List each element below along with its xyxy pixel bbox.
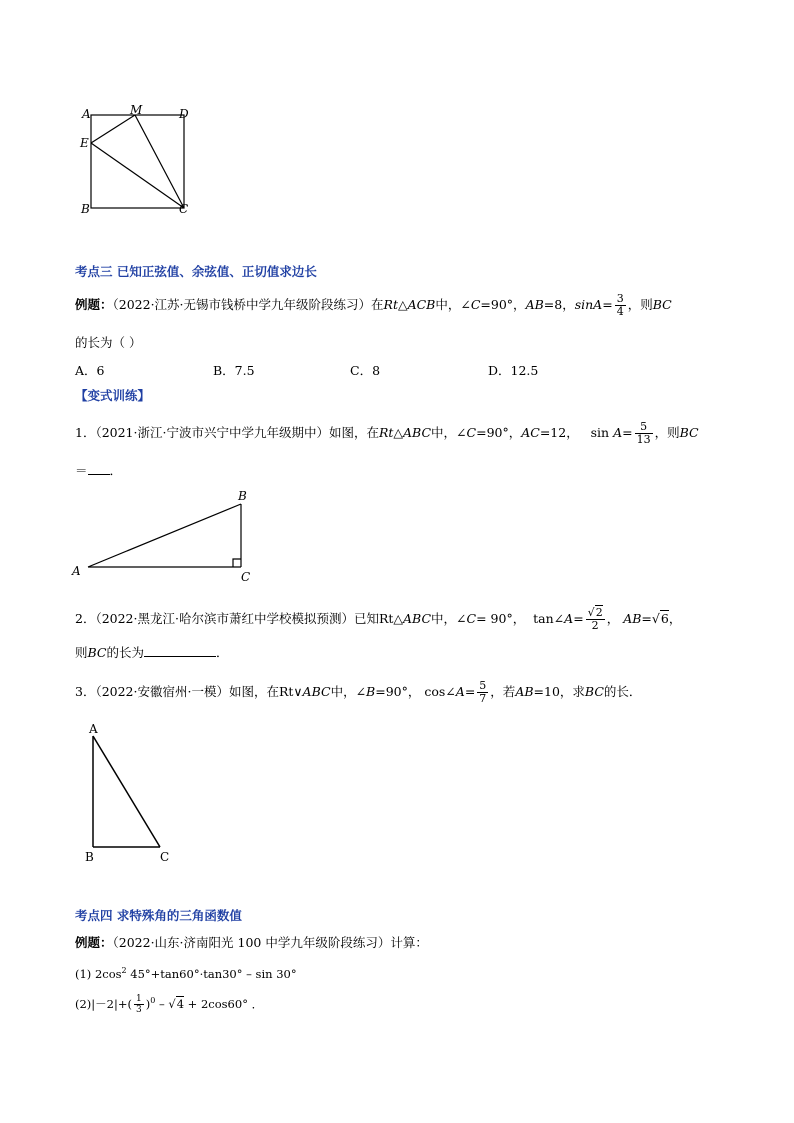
label-C: C	[241, 570, 251, 584]
q1-line2: ＝ ．	[75, 463, 123, 478]
triangle-figure-2	[80, 718, 180, 868]
label-B: B	[238, 489, 247, 503]
label-C: C	[160, 850, 170, 864]
label-E: E	[80, 136, 89, 150]
label-C: C	[179, 202, 189, 216]
label-B: B	[81, 202, 90, 216]
fraction-5-13: $\frac{5}{13}$	[636, 420, 651, 446]
option-d: D．12.5	[488, 363, 539, 378]
variant-title: 【变式训练】	[75, 388, 151, 403]
example-label: 例题：	[75, 297, 113, 312]
label-A: A	[82, 107, 91, 121]
label-A: A	[89, 722, 98, 736]
example4-part1: (1) $2\cos^2$ 45°+tan60°·tan30° – sin 30°	[75, 966, 297, 981]
fraction-5-7: $\frac{5}{7}$	[479, 679, 487, 705]
example3-line2: 的长为（ ）	[75, 335, 142, 350]
answer-blank	[144, 656, 216, 657]
label-A: A	[72, 564, 81, 578]
label-M: M	[130, 104, 143, 117]
example4-line1: 例题：（2022·山东·济南阳光 100 中学九年级阶段练习）计算：	[75, 935, 428, 950]
answer-blank	[88, 474, 110, 475]
section3-title: 考点三 已知正弦值、余弦值、正切值求边长	[75, 264, 317, 279]
label-B: B	[85, 850, 94, 864]
option-a: A．6	[75, 363, 105, 378]
triangle-figure-1	[68, 487, 268, 585]
q2-line1: 2．（2022·黑龙江·哈尔滨市萧红中学校模拟预测）已知Rt△ABC中，∠C= 90°， tan∠A= $\frac{√2}{2}$ ， AB=√6，	[75, 606, 682, 632]
fraction-sqrt2-2: $\frac{√2}{2}$	[587, 606, 603, 632]
fraction-3-4: $\frac{3}{4}$	[616, 292, 624, 318]
example3-line1: 例题：（2022·江苏·无锡市钱桥中学九年级阶段练习）在Rt△ACB中，∠C=90°，AB=8，sinA= $\frac{3}{4}$ ，则BC	[75, 292, 672, 318]
q1-line1: 1．（2021·浙江·宁波市兴宁中学九年级期中）如图，在Rt△ABC中，∠C=90°，AC=12， sin A= $\frac{5}{13}$ ，则BC	[75, 420, 699, 446]
option-c: C．8	[350, 363, 381, 378]
section4-title: 考点四 求特殊角的三角函数值	[75, 908, 242, 923]
q2-line2: 则BC的长为 ．	[75, 645, 229, 660]
q3-line1: 3．（2022·安徽宿州·一模）如图，在Rt∨ABC中，∠B=90°， cos∠A= $\frac{5}{7}$ ，若AB=10，求BC的长．	[75, 679, 642, 705]
example4-part2: (2)|－2|+( $\frac{1}{3}$ )$^0$ – √4 + 2cos60° ．	[75, 994, 264, 1016]
option-b: B．7.5	[213, 363, 255, 378]
label-D: D	[179, 107, 189, 121]
square-figure	[75, 104, 205, 216]
